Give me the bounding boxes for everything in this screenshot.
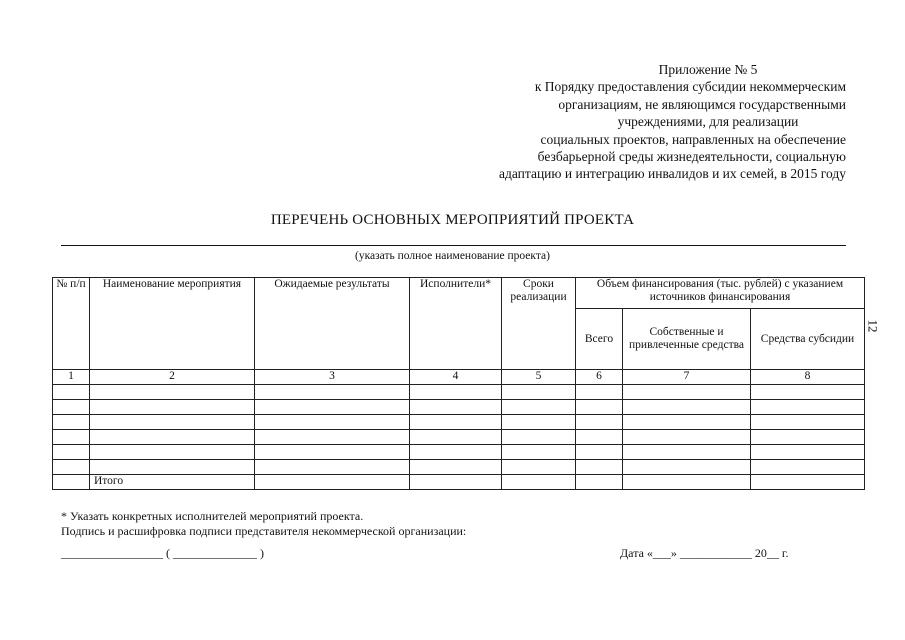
column-number: 1: [53, 370, 90, 385]
date-line[interactable]: Дата «___» ____________ 20__ г.: [620, 546, 789, 560]
table-cell[interactable]: [90, 400, 255, 415]
table-cell[interactable]: [751, 415, 865, 430]
table-cell[interactable]: [576, 385, 623, 400]
table-cell[interactable]: [623, 400, 751, 415]
table-cell[interactable]: [751, 400, 865, 415]
header-financing: Объем финансирования (тыс. рублей) с указанием источников финансирования: [576, 278, 865, 309]
table-row: [53, 415, 865, 430]
table-cell[interactable]: [255, 475, 410, 490]
appendix-line-2: организациям, не являющимся государственными: [558, 96, 846, 112]
appendix-line-1: к Порядку предоставления субсидии некоммерческим: [534, 79, 846, 95]
column-numbers-row: [53, 370, 865, 385]
table-cell[interactable]: [623, 445, 751, 460]
table-cell[interactable]: [502, 460, 576, 475]
header-total: Всего: [576, 309, 623, 370]
table-cell[interactable]: [623, 475, 751, 490]
appendix-header: [420, 61, 846, 183]
table-cell[interactable]: [410, 400, 502, 415]
appendix-line-3: учреждениями, для реализации: [617, 114, 799, 130]
table-cell[interactable]: [53, 400, 90, 415]
header-event-name: Наименование мероприятия: [90, 278, 255, 370]
table-cell[interactable]: [255, 400, 410, 415]
appendix-line-5: безбарьерной среды жизнедеятельности, социальную: [537, 149, 846, 165]
table-cell[interactable]: [576, 400, 623, 415]
appendix-title: Приложение № 5: [658, 62, 758, 77]
header-expected-results: Ожидаемые результаты: [255, 278, 410, 370]
table-cell[interactable]: [90, 430, 255, 445]
table-row: [53, 385, 865, 400]
column-number: 5: [502, 370, 576, 385]
table-cell[interactable]: [255, 385, 410, 400]
blank-rows: [53, 385, 865, 475]
table-cell[interactable]: [751, 385, 865, 400]
table-cell[interactable]: [751, 475, 865, 490]
table-row: [53, 445, 865, 460]
table-cell[interactable]: [576, 475, 623, 490]
table-cell[interactable]: [410, 475, 502, 490]
table-cell[interactable]: [623, 415, 751, 430]
table-row: [53, 400, 865, 415]
table-cell[interactable]: [53, 445, 90, 460]
total-label: Итого: [90, 475, 255, 490]
table-cell[interactable]: [255, 415, 410, 430]
table-cell[interactable]: [255, 445, 410, 460]
table-cell[interactable]: [410, 415, 502, 430]
table-cell[interactable]: [410, 385, 502, 400]
table-cell[interactable]: [576, 445, 623, 460]
signature-hint: Подпись и расшифровка подписи представителя некоммерческой организации:: [61, 524, 467, 538]
table-cell[interactable]: [751, 460, 865, 475]
table-cell[interactable]: [623, 460, 751, 475]
appendix-line-6: адаптацию и интеграцию инвалидов и их семей, в 2015 году: [499, 166, 846, 182]
column-number: 8: [751, 370, 865, 385]
header-own-funds: Собственные и привлеченные средства: [623, 309, 751, 370]
table-cell[interactable]: [502, 415, 576, 430]
executors-footnote: * Указать конкретных исполнителей мероприятий проекта.: [61, 509, 364, 523]
table-cell[interactable]: [410, 430, 502, 445]
project-name-line[interactable]: [61, 245, 846, 246]
table-cell[interactable]: [90, 445, 255, 460]
table-cell[interactable]: [410, 445, 502, 460]
total-row: [53, 475, 865, 490]
table-cell[interactable]: [90, 460, 255, 475]
table-row: [53, 430, 865, 445]
events-table: [52, 277, 865, 490]
table-cell[interactable]: [410, 460, 502, 475]
project-name-hint: (указать полное наименование проекта): [355, 250, 550, 262]
header-executors: Исполнители*: [410, 278, 502, 370]
table-cell[interactable]: [255, 430, 410, 445]
table-cell[interactable]: [751, 445, 865, 460]
table-cell[interactable]: [90, 385, 255, 400]
table-cell[interactable]: [502, 445, 576, 460]
header-subsidy-funds: Средства субсидии: [751, 309, 865, 370]
table-cell[interactable]: [576, 415, 623, 430]
table-cell[interactable]: [53, 385, 90, 400]
table-cell[interactable]: [90, 415, 255, 430]
table-cell[interactable]: [502, 475, 576, 490]
column-number: 4: [410, 370, 502, 385]
table-cell[interactable]: [623, 385, 751, 400]
header-deadlines: Сроки реализации: [502, 278, 576, 370]
table-cell[interactable]: [502, 400, 576, 415]
column-number: 3: [255, 370, 410, 385]
table-cell[interactable]: [502, 385, 576, 400]
table-cell[interactable]: [53, 430, 90, 445]
table-cell[interactable]: [576, 460, 623, 475]
table-cell[interactable]: [255, 460, 410, 475]
table-cell[interactable]: [53, 460, 90, 475]
document-title: ПЕРЕЧЕНЬ ОСНОВНЫХ МЕРОПРИЯТИЙ ПРОЕКТА: [270, 212, 635, 228]
table-cell[interactable]: [53, 415, 90, 430]
signature-line[interactable]: _________________ ( ______________ ): [61, 546, 264, 560]
table-cell[interactable]: [623, 430, 751, 445]
table-cell[interactable]: [576, 430, 623, 445]
appendix-line-4: социальных проектов, направленных на обеспечение: [540, 131, 846, 147]
column-number: 7: [623, 370, 751, 385]
table-cell[interactable]: [751, 430, 865, 445]
column-number: 2: [90, 370, 255, 385]
table-cell[interactable]: [53, 475, 90, 490]
table-row: [53, 460, 865, 475]
page-number: 12: [865, 319, 881, 333]
column-number: 6: [576, 370, 623, 385]
table-cell[interactable]: [502, 430, 576, 445]
header-number: № п/п: [53, 278, 90, 370]
